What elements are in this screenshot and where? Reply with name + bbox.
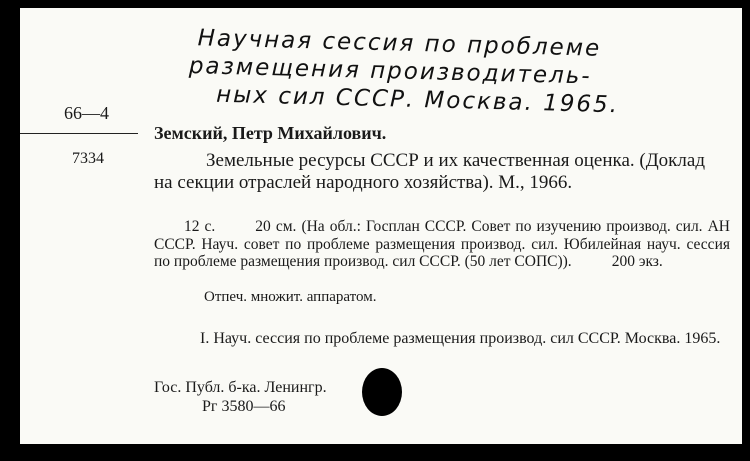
title-statement [154, 150, 728, 194]
handwritten-heading [188, 24, 742, 123]
print-note: Отпеч. множит. аппаратом. [204, 289, 377, 305]
copies: 200 экз. [611, 253, 663, 270]
physical-description [154, 218, 730, 271]
title-text: Земельные ресурсы СССР и их качественная оценка. (Доклад на секции отраслей народного хозяйства). М., 1966. [154, 150, 705, 193]
tracing-text: I. Науч. сессия по проблеме размещения производ. сил СССР. Москва. 1965. [200, 330, 721, 347]
handwritten-line-1: Научная сессия по проблеме [197, 25, 602, 62]
size: 20 см. [255, 218, 297, 235]
call-number: Рг 3580—66 [202, 398, 286, 415]
punch-hole [362, 368, 402, 416]
description-notes: (На обл.: Госплан СССР. Совет по изучению производ. сил. АН СССР. Науч. совет по проблеме размещения производ. сил. Юбилейная науч. сессия по проблеме размещения производ. сил СССР. (50 лет СОПС)). [154, 218, 730, 270]
handwritten-line-3: ных сил СССР. Москва. 1965. [215, 81, 620, 119]
divider-line [20, 133, 138, 134]
shelf-mark: 66—4 [64, 103, 109, 123]
catalog-card [20, 8, 742, 444]
author-heading: Земский, Петр Михайлович. [154, 123, 387, 143]
pages: 12 с. [184, 218, 216, 235]
tracing [154, 330, 728, 348]
handwritten-line-2: размещения производитель- [188, 52, 592, 90]
library-name: Гос. Публ. б-ка. Ленингр. [154, 379, 327, 396]
accession-number: 7334 [72, 150, 104, 167]
